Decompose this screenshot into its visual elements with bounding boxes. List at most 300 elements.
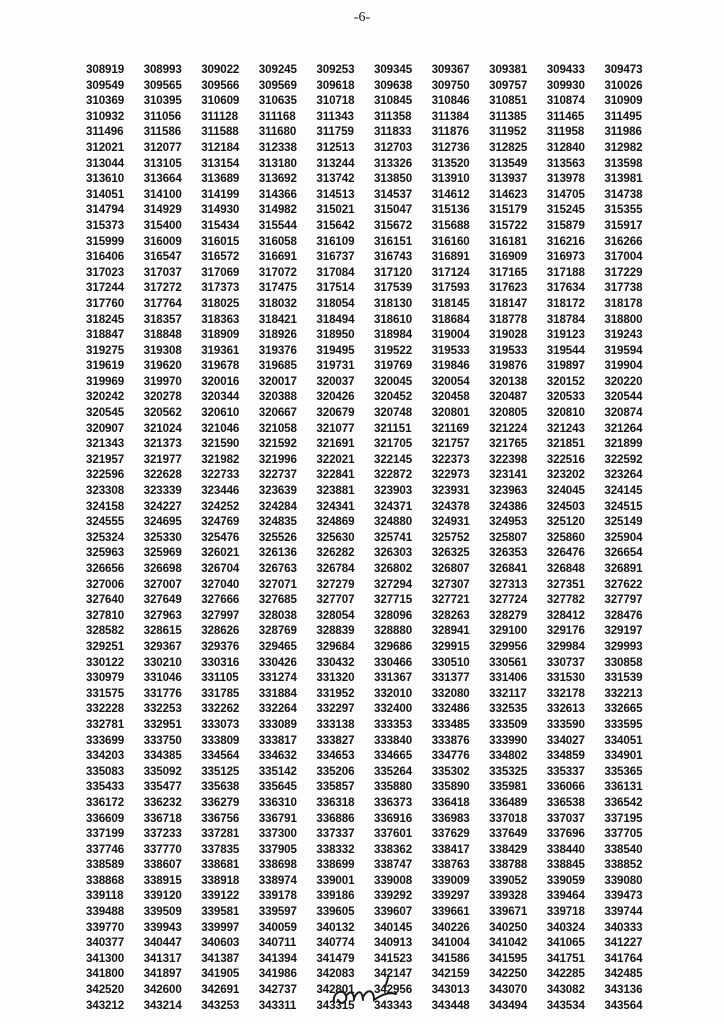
roll-number-cell: 331367 xyxy=(373,671,413,685)
roll-number-cell: 322021 xyxy=(316,452,355,466)
roll-number-cell: 315879 xyxy=(546,218,585,232)
roll-number-cell: 332117 xyxy=(489,686,527,700)
roll-number-cell: 329993 xyxy=(604,639,643,653)
roll-number-cell: 327307 xyxy=(431,577,470,591)
roll-number-cell: 314929 xyxy=(143,203,182,217)
roll-number-cell: 321705 xyxy=(373,437,413,451)
roll-number-cell: 327797 xyxy=(604,593,643,607)
roll-number-cell: 324880 xyxy=(373,515,413,529)
roll-number-cell: 310909 xyxy=(604,94,643,108)
roll-number-cell: 309433 xyxy=(546,63,585,76)
roll-number-cell: 320801 xyxy=(431,406,470,420)
roll-number-cell: 336791 xyxy=(258,811,297,825)
roll-number-cell: 317373 xyxy=(201,281,240,295)
roll-number-cell: 310369 xyxy=(86,94,125,108)
roll-number-cell: 333590 xyxy=(546,717,585,731)
page-number: -6- xyxy=(353,10,371,25)
roll-number-cell: 320667 xyxy=(258,406,297,420)
roll-number-cell: 317124 xyxy=(431,265,470,279)
roll-number-cell: 314794 xyxy=(86,203,125,217)
roll-number-cell: 316572 xyxy=(201,250,240,264)
roll-number-cell: 337705 xyxy=(604,827,643,841)
roll-number-cell: 335433 xyxy=(86,780,125,794)
roll-number-cell: 316216 xyxy=(546,234,585,248)
roll-number-cell: 336983 xyxy=(431,811,470,825)
roll-number-cell: 339661 xyxy=(431,905,470,919)
roll-number-cell: 332010 xyxy=(373,686,413,700)
roll-number-cell: 321977 xyxy=(143,452,182,466)
roll-number-cell: 314199 xyxy=(201,187,240,201)
roll-number-cell: 319846 xyxy=(431,359,470,373)
roll-number-cell: 337337 xyxy=(316,827,355,841)
roll-number-cell: 327963 xyxy=(143,608,182,622)
roll-number-cell: 312825 xyxy=(489,140,528,154)
roll-number-cell: 315688 xyxy=(431,218,470,232)
roll-number-cell: 340226 xyxy=(431,920,470,934)
roll-number-cell: 335337 xyxy=(546,764,585,778)
roll-number-cell: 343070 xyxy=(489,983,528,997)
roll-number-cell: 329376 xyxy=(201,639,240,653)
roll-number-cell: 333699 xyxy=(86,733,125,747)
roll-number-cell: 324695 xyxy=(143,515,182,529)
roll-number-cell: 320452 xyxy=(373,390,413,404)
roll-number-cell: 324931 xyxy=(431,515,470,529)
roll-number-cell: 327622 xyxy=(604,577,643,591)
roll-number-cell: 330210 xyxy=(143,655,182,669)
roll-number-cell: 343082 xyxy=(546,983,585,997)
roll-number-cell: 318848 xyxy=(143,328,182,342)
roll-number-cell: 313326 xyxy=(373,156,413,170)
roll-number-cell: 342485 xyxy=(604,967,643,981)
roll-number-cell: 320805 xyxy=(489,406,528,420)
roll-number-cell: 313244 xyxy=(316,156,355,170)
roll-number-cell: 334776 xyxy=(431,749,470,763)
roll-number-cell: 319533 xyxy=(431,343,470,357)
roll-number-cell: 335981 xyxy=(489,780,528,794)
roll-number-cell: 309750 xyxy=(431,78,470,92)
roll-number-cell: 312021 xyxy=(86,140,125,154)
roll-number-cell: 332535 xyxy=(489,702,528,716)
roll-number-cell: 321077 xyxy=(316,421,355,435)
roll-number-cell: 308919 xyxy=(86,63,125,76)
roll-number-cell: 340377 xyxy=(86,936,125,950)
roll-number-cell: 316909 xyxy=(489,250,528,264)
roll-number-cell: 317004 xyxy=(604,250,643,264)
roll-number-cell: 315245 xyxy=(546,203,585,217)
roll-number-cell: 321590 xyxy=(201,437,240,451)
roll-number-cell: 332178 xyxy=(546,686,585,700)
roll-number-cell: 315917 xyxy=(604,218,643,232)
roll-number-cell: 339464 xyxy=(546,889,585,903)
roll-number-cell: 322628 xyxy=(143,468,182,482)
roll-number-cell: 311128 xyxy=(201,109,238,123)
roll-number-cell: 330858 xyxy=(604,655,643,669)
roll-number-cell: 336756 xyxy=(201,811,240,825)
roll-number-cell: 338974 xyxy=(258,873,297,887)
roll-number-cell: 339597 xyxy=(258,905,297,919)
roll-number-cell: 320037 xyxy=(316,374,355,388)
roll-number-cell: 341042 xyxy=(489,936,528,950)
roll-number-cell: 319243 xyxy=(604,328,643,342)
roll-number-cell: 332951 xyxy=(143,717,182,731)
roll-number-cell: 324555 xyxy=(86,515,125,529)
roll-number-cell: 323264 xyxy=(604,468,643,482)
roll-number-cell: 334802 xyxy=(489,749,528,763)
roll-number-cell: 326654 xyxy=(604,546,643,560)
roll-number-cell: 320907 xyxy=(86,421,125,435)
roll-number-cell: 318363 xyxy=(201,312,240,326)
roll-number-cell: 337835 xyxy=(201,842,240,856)
roll-number-cell: 319533 xyxy=(489,343,528,357)
roll-number-cell: 309757 xyxy=(489,78,528,92)
roll-number-cell: 325630 xyxy=(316,530,355,544)
roll-number-cell: 326802 xyxy=(373,562,413,575)
roll-number-cell: 315400 xyxy=(143,218,182,232)
roll-number-cell: 317244 xyxy=(86,281,125,295)
roll-number-cell: 328626 xyxy=(201,624,240,638)
roll-number-cell: 327279 xyxy=(316,577,355,591)
roll-number-cell: 322145 xyxy=(373,452,413,466)
roll-number-cell: 335365 xyxy=(604,764,643,778)
roll-number-cell: 341751 xyxy=(546,951,585,965)
roll-number-cell: 320220 xyxy=(604,374,643,388)
roll-number-cell: 323963 xyxy=(489,484,528,498)
roll-number-cell: 340333 xyxy=(604,920,643,934)
roll-number-cell: 315722 xyxy=(489,218,528,232)
roll-number-cell: 314513 xyxy=(316,187,355,201)
roll-number-cell: 309367 xyxy=(431,63,470,76)
roll-number-cell: 316743 xyxy=(373,250,413,264)
roll-number-cell: 308993 xyxy=(143,63,182,76)
roll-number-cell: 339120 xyxy=(143,889,182,903)
roll-number-cell: 315544 xyxy=(258,218,297,232)
roll-number-cell: 337281 xyxy=(201,827,240,841)
roll-number-cell: 338540 xyxy=(604,842,643,856)
roll-number-cell: 324158 xyxy=(86,499,125,513)
roll-number-cell: 321151 xyxy=(373,421,412,435)
roll-number-cell: 339001 xyxy=(316,873,355,887)
roll-number-cell: 330432 xyxy=(316,655,355,669)
roll-number-cell: 319904 xyxy=(604,359,643,373)
roll-number-cell: 343013 xyxy=(431,983,470,997)
roll-number-cell: 327351 xyxy=(546,577,585,591)
roll-number-cell: 338698 xyxy=(258,858,297,872)
roll-number-cell: 330737 xyxy=(546,655,585,669)
roll-number-cell: 325476 xyxy=(201,530,240,544)
roll-number-cell: 316181 xyxy=(489,234,528,248)
roll-number-cell: 320017 xyxy=(258,374,297,388)
roll-number-cell: 318245 xyxy=(86,312,125,326)
roll-number-cell: 323931 xyxy=(431,484,470,498)
roll-number-cell: 332253 xyxy=(143,702,182,716)
roll-number-cell: 326763 xyxy=(258,562,297,575)
roll-number-cell: 342691 xyxy=(201,983,240,997)
roll-number-cell: 315021 xyxy=(316,203,355,217)
roll-number-cell: 327007 xyxy=(143,577,182,591)
roll-number-cell: 329686 xyxy=(373,639,413,653)
roll-number-cell: 323903 xyxy=(373,484,413,498)
roll-number-cell: 342083 xyxy=(316,967,355,981)
roll-number-cell: 328038 xyxy=(258,608,297,622)
roll-number-cell: 339509 xyxy=(143,905,182,919)
roll-number-cell: 310851 xyxy=(489,94,528,108)
roll-number-cell: 341317 xyxy=(143,951,182,965)
roll-number-cell: 340132 xyxy=(316,920,355,934)
roll-number-cell: 334564 xyxy=(201,749,240,763)
roll-number-cell: 321224 xyxy=(489,421,528,435)
roll-number-cell: 329176 xyxy=(546,624,585,638)
roll-number-cell: 330316 xyxy=(201,655,240,669)
roll-number-cell: 324386 xyxy=(489,499,528,513)
roll-number-cell: 341800 xyxy=(86,967,125,981)
roll-number-cell: 320544 xyxy=(604,390,643,404)
roll-number-cell: 337649 xyxy=(489,827,528,841)
roll-number-cell: 341300 xyxy=(86,951,125,965)
roll-number-cell: 328476 xyxy=(604,608,643,622)
roll-number-cell: 312840 xyxy=(546,140,585,154)
roll-number-cell: 320152 xyxy=(546,374,585,388)
roll-number-cell: 318054 xyxy=(316,296,355,310)
roll-number-cell: 331530 xyxy=(546,671,585,685)
roll-number-cell: 309549 xyxy=(86,78,125,92)
roll-number-cell: 336131 xyxy=(604,780,643,794)
roll-number-cell: 309245 xyxy=(258,63,297,76)
roll-number-cell: 342520 xyxy=(86,983,125,997)
roll-number-cell: 321996 xyxy=(258,452,297,466)
roll-number-cell: 321982 xyxy=(201,452,240,466)
roll-number-cell: 341595 xyxy=(489,951,528,965)
roll-number-cell: 342250 xyxy=(489,967,528,981)
roll-number-cell: 329984 xyxy=(546,639,585,653)
roll-number-cell: 341986 xyxy=(258,967,297,981)
roll-number-cell: 329915 xyxy=(431,639,470,653)
roll-number-cell: 333809 xyxy=(201,733,240,747)
roll-number-cell: 326698 xyxy=(143,562,182,575)
roll-number-cell: 309566 xyxy=(201,78,240,92)
roll-number-cell: 319594 xyxy=(604,343,643,357)
roll-number-cell: 331952 xyxy=(316,686,355,700)
roll-number-cell: 315642 xyxy=(316,218,355,232)
roll-number-cell: 339009 xyxy=(431,873,470,887)
roll-number-cell: 325120 xyxy=(546,515,585,529)
roll-number-cell: 343494 xyxy=(489,998,528,1012)
roll-number-cell: 312703 xyxy=(373,140,413,154)
roll-number-cell: 313520 xyxy=(431,156,470,170)
roll-number-cell: 320545 xyxy=(86,406,125,420)
roll-number-cell: 339059 xyxy=(546,873,585,887)
roll-number-cell: 317023 xyxy=(86,265,125,279)
roll-number-cell: 342285 xyxy=(546,967,585,981)
roll-number-cell: 318784 xyxy=(546,312,585,326)
roll-number-cell: 340447 xyxy=(143,936,182,950)
roll-number-cell: 314612 xyxy=(431,187,470,201)
roll-number-cell: 337195 xyxy=(604,811,643,825)
roll-number-cell: 328769 xyxy=(258,624,297,638)
roll-number-cell: 343534 xyxy=(546,998,585,1012)
roll-number-cell: 313742 xyxy=(316,172,355,186)
roll-number-cell: 319731 xyxy=(316,359,355,373)
roll-number-cell: 317738 xyxy=(604,281,643,295)
roll-number-cell: 327724 xyxy=(489,593,528,607)
roll-number-cell: 322973 xyxy=(431,468,470,482)
roll-number-cell: 334859 xyxy=(546,749,585,763)
roll-number-cell: 322398 xyxy=(489,452,528,466)
roll-number-cell: 317188 xyxy=(546,265,585,279)
roll-number-cell: 337905 xyxy=(258,842,297,856)
roll-number-cell: 336232 xyxy=(143,795,182,809)
roll-number-cell: 322733 xyxy=(201,468,240,482)
roll-number-cell: 317165 xyxy=(489,265,528,279)
roll-number-cell: 323639 xyxy=(258,484,297,498)
roll-number-cell: 327997 xyxy=(201,608,240,622)
roll-number-cell: 343315 xyxy=(316,998,355,1012)
roll-number-cell: 320388 xyxy=(258,390,297,404)
roll-number-cell: 329197 xyxy=(604,624,643,638)
roll-number-cell: 324371 xyxy=(373,499,413,513)
roll-number-cell: 327666 xyxy=(201,593,240,607)
roll-number-cell: 331884 xyxy=(258,686,297,700)
roll-number-cell: 336418 xyxy=(431,795,470,809)
roll-number-cell: 325860 xyxy=(546,530,585,544)
roll-number-cell: 321957 xyxy=(86,452,125,466)
roll-number-cell: 316109 xyxy=(316,234,355,248)
roll-number-cell: 313692 xyxy=(258,172,297,186)
roll-number-cell: 339943 xyxy=(143,920,182,934)
roll-number-cell: 326848 xyxy=(546,562,585,575)
roll-number-cell: 338915 xyxy=(143,873,182,887)
roll-number-cell: 331776 xyxy=(143,686,182,700)
roll-number-cell: 331406 xyxy=(489,671,528,685)
roll-number-cell: 336916 xyxy=(373,811,413,825)
roll-number-cell: 326656 xyxy=(86,562,125,575)
roll-number-cell: 336279 xyxy=(201,795,240,809)
roll-number-cell: 311759 xyxy=(316,125,354,139)
roll-number-cell: 315047 xyxy=(373,203,413,217)
roll-number-cell: 317037 xyxy=(143,265,182,279)
roll-number-cell: 343448 xyxy=(431,998,470,1012)
roll-number-cell: 333990 xyxy=(489,733,528,747)
roll-number-cell: 343136 xyxy=(604,983,643,997)
roll-number-cell: 338440 xyxy=(546,842,585,856)
roll-number-cell: 315434 xyxy=(201,218,240,232)
roll-number-cell: 338332 xyxy=(316,842,355,856)
roll-number-cell: 309022 xyxy=(201,63,240,76)
roll-number-cell: 319876 xyxy=(489,359,528,373)
roll-number-cell: 332297 xyxy=(316,702,355,716)
roll-number-cell: 322841 xyxy=(316,468,355,482)
roll-number-cell: 312982 xyxy=(604,140,643,154)
roll-number-cell: 333827 xyxy=(316,733,355,747)
roll-number-cell: 311385 xyxy=(489,109,527,123)
roll-number-cell: 340711 xyxy=(258,936,297,950)
roll-number-cell: 316009 xyxy=(143,234,182,248)
roll-number-cell: 341905 xyxy=(201,967,240,981)
roll-number-cell: 316266 xyxy=(604,234,643,248)
roll-number-cell: 341065 xyxy=(546,936,585,950)
roll-number-cell: 343212 xyxy=(86,998,125,1012)
roll-number-cell: 310845 xyxy=(373,94,413,108)
roll-number-cell: 310932 xyxy=(86,109,125,123)
roll-number-cell: 343343 xyxy=(373,998,413,1012)
roll-number-cell: 319308 xyxy=(143,343,182,357)
roll-number-cell: 337770 xyxy=(143,842,182,856)
roll-number-cell: 337018 xyxy=(489,811,528,825)
roll-number-cell: 317539 xyxy=(373,281,413,295)
roll-number-cell: 339178 xyxy=(258,889,297,903)
roll-number-cell: 329684 xyxy=(316,639,355,653)
roll-number-cell: 340324 xyxy=(546,920,585,934)
roll-number-cell: 312736 xyxy=(431,140,470,154)
roll-number-cell: 339581 xyxy=(201,905,240,919)
roll-number-cell: 338699 xyxy=(316,858,355,872)
roll-number-cell: 329956 xyxy=(489,639,528,653)
roll-number-cell: 336609 xyxy=(86,811,125,825)
roll-number-cell: 329100 xyxy=(489,624,528,638)
roll-number-cell: 319619 xyxy=(86,359,125,373)
roll-number-cell: 340250 xyxy=(489,920,528,934)
roll-number-cell: 314930 xyxy=(201,203,240,217)
roll-number-table xyxy=(86,62,662,1013)
roll-number-cell: 327294 xyxy=(373,577,413,591)
roll-number-cell: 339488 xyxy=(86,905,125,919)
roll-number-cell: 310026 xyxy=(604,78,643,92)
roll-number-cell: 326136 xyxy=(258,546,297,560)
roll-number-cell: 320138 xyxy=(489,374,528,388)
roll-number-cell: 325904 xyxy=(604,530,643,544)
roll-number-cell: 323446 xyxy=(201,484,240,498)
roll-number-cell: 333750 xyxy=(143,733,182,747)
roll-number-cell: 338607 xyxy=(143,858,182,872)
roll-number-cell: 320278 xyxy=(143,390,182,404)
roll-number-cell: 318778 xyxy=(489,312,528,326)
roll-number-cell: 311384 xyxy=(431,109,470,123)
roll-number-cell: 324252 xyxy=(201,499,240,513)
roll-number-cell: 339744 xyxy=(604,905,643,919)
roll-number-cell: 336718 xyxy=(143,811,182,825)
roll-number-cell: 329251 xyxy=(86,639,125,653)
roll-number-cell: 337037 xyxy=(546,811,585,825)
roll-number-cell: 320533 xyxy=(546,390,585,404)
roll-number-cell: 318926 xyxy=(258,328,297,342)
roll-number-cell: 321592 xyxy=(258,437,297,451)
roll-number-cell: 324227 xyxy=(143,499,182,513)
roll-number-cell: 314982 xyxy=(258,203,297,217)
roll-number-cell: 319769 xyxy=(373,359,413,373)
roll-number-cell: 339997 xyxy=(201,920,240,934)
roll-number-cell: 325807 xyxy=(489,530,528,544)
roll-number-cell: 318178 xyxy=(604,296,643,310)
roll-number-cell: 327685 xyxy=(258,593,297,607)
roll-number-cell: 319620 xyxy=(143,359,182,373)
roll-number-cell: 311495 xyxy=(604,109,642,123)
roll-number-cell: 328615 xyxy=(143,624,182,638)
roll-number-cell: 339671 xyxy=(489,905,528,919)
roll-number-cell: 317764 xyxy=(143,296,182,310)
roll-number-cell: 319897 xyxy=(546,359,585,373)
roll-number-cell: 323308 xyxy=(86,484,125,498)
roll-number-cell: 339118 xyxy=(86,889,124,903)
roll-number-cell: 330979 xyxy=(86,671,125,685)
roll-number-cell: 335142 xyxy=(258,764,297,778)
roll-number-cell: 339770 xyxy=(86,920,125,934)
roll-number-cell: 309473 xyxy=(604,63,643,76)
roll-number-cell: 315672 xyxy=(373,218,413,232)
roll-number-cell: 316891 xyxy=(431,250,470,264)
roll-number-cell: 320810 xyxy=(546,406,585,420)
roll-number-cell: 321765 xyxy=(489,437,528,451)
roll-number-cell: 323881 xyxy=(316,484,355,498)
roll-number-cell: 320054 xyxy=(431,374,470,388)
